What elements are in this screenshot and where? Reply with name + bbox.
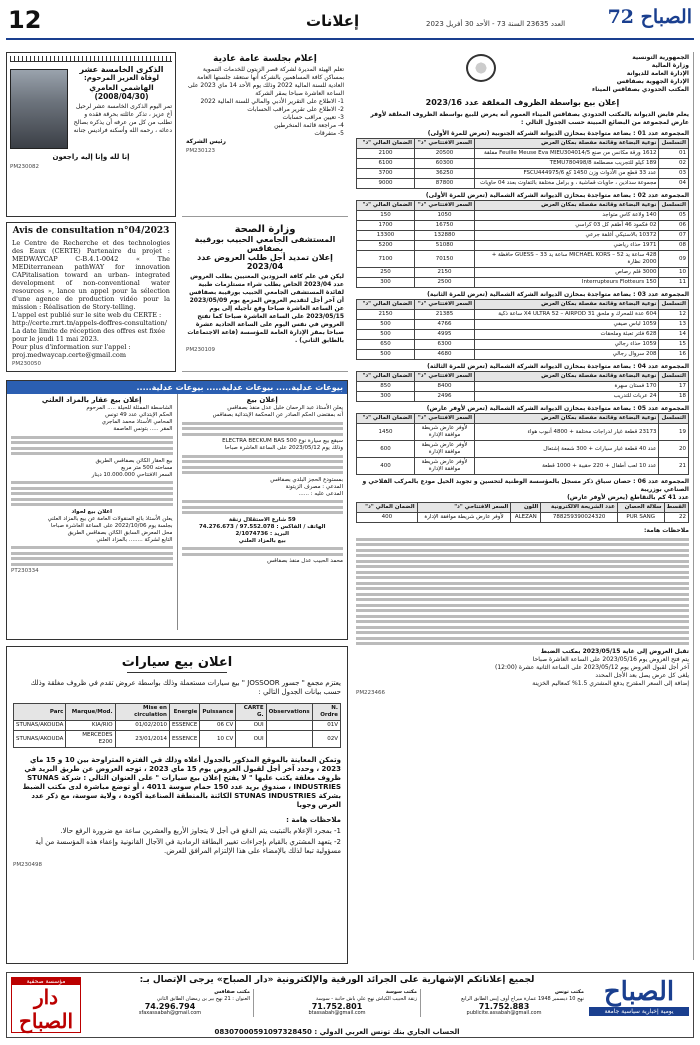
ad-code: PM230109 <box>186 347 216 353</box>
cell-guar: 500 <box>357 320 415 330</box>
cell-seq: 07 <box>659 231 689 241</box>
ad-code: PM230498 <box>13 862 43 868</box>
memorial-body: تمر اليوم الذكرى الخامسة عشر لرحيل أخ عزيز ، تذكر عائلته بحرقة فقده و تطلب من كل من عرفه أن يذكره بصالح دعائه ، رحمه الله وأسكنه فراديس جنانه <box>73 103 172 134</box>
cell-circulation: 23/01/2014 <box>115 731 169 748</box>
cell-guar: 300 <box>357 392 415 402</box>
group-label: المجموعة عدد 05 : بضاعة متواجدة بمخازن الديوانة الشركة الشمالية (تعرض لأوفر عارض) <box>426 405 689 412</box>
assembly-sign: رئيس الشركة <box>186 138 227 145</box>
hospital-name: المستشفى الجامعي الحبيب بورقيبة بصفاقس <box>194 235 336 253</box>
col-desc: نوعية البضاعة وقائمة مفصلة بمكان العرض <box>475 300 659 310</box>
notes-title: ملاحظات هامة: <box>644 527 689 534</box>
gov-line: الإدارة العامة للديوانة <box>626 70 689 77</box>
gov-line: وزارة المالية <box>651 62 689 69</box>
cell-seq: 21 <box>659 458 689 475</box>
cell-price: 2496 <box>415 392 475 402</box>
text-line: السعر الافتتاحي 10.000.000 دينار <box>91 471 173 478</box>
group-label: المجموعة عدد 04 : بضاعة متواجدة بمخازن الديوانة الشركة الشمالية (تعرض للمرة الثالثة) <box>427 363 689 370</box>
deceased-photo <box>10 69 68 149</box>
office-tunis <box>420 989 587 1017</box>
office-name: مكتب صفاقس <box>214 989 250 995</box>
text-line: بمستودع الحجز البلدي بصفاقس <box>270 476 343 483</box>
cell-desc: 150 Interrupteurs Flotteurs <box>475 278 659 288</box>
table-row <box>357 330 689 340</box>
cell-price: 4680 <box>415 350 475 360</box>
logo-mark: 72 <box>607 6 635 28</box>
table-row <box>357 251 689 268</box>
car-notes-title: ملاحظات هامة : <box>286 816 341 824</box>
cell-seq: 17 <box>659 382 689 392</box>
group2-table <box>356 200 689 288</box>
dar-logo-text: دار الصباح <box>18 985 74 1033</box>
deadline-line: يلغى كل عرض يصل بعد الأجل المحدد <box>595 671 689 679</box>
col-price: السعر الافتتاحي "د" <box>415 139 475 149</box>
col-guar: الضمان المالي "د" <box>357 503 418 513</box>
cell-seq: 13 <box>659 320 689 330</box>
office-sfax <box>87 989 253 1017</box>
col-guar: الضمان المالي "د" <box>357 201 415 211</box>
cell-price: 1050 <box>415 211 475 221</box>
cell-seq: 05 <box>659 211 689 221</box>
office-email[interactable]: sfaxassabah@gmail.com <box>138 1010 202 1016</box>
agenda-item: 5- متفرقات <box>314 130 344 137</box>
text-line: بجلسة يوم 2022/10/06 على الساعة العاشرة صباحا <box>50 522 173 529</box>
text-line: البريد : 2/1074736 <box>235 530 289 537</box>
memorial-sign: إنا لله وإنا إليه راجعون <box>52 153 130 161</box>
cell-price: لأوفر عارض شريطة موافقة الإدارة <box>415 441 475 458</box>
memorial-title: الذكرى الخامسة عشر <box>79 65 164 74</box>
hospital-tender-ad <box>182 222 348 372</box>
consultation-url: L'appel est publié sur le site web du CERTE : http://certe.rnrt.tn/appels-doffres-consultation/ <box>12 311 167 327</box>
col-guar: الضمان المالي "د" <box>357 372 415 382</box>
group-label: المجموعة عدد 01 : بضاعة متواجدة بمخازن الديوانة الشركة الجنوبية (تعرض للمرة الأولى) <box>427 130 689 137</box>
gov-line: الإدارة الجهوية بصفاقس <box>616 78 689 85</box>
col-desc: نوعية البضاعة وقائمة مفصلة بمكان العرض <box>475 201 659 211</box>
text-line: يعلن الأستاذ بائع المنقولات العامة عن بيع بالمزاد العلني <box>47 515 173 522</box>
cell-guar: 1700 <box>357 221 415 231</box>
cell-desc: 428 ساعة يد MICHAEL KORS – 52 ساعة يد GUESS – 33 حافظة + 2000 نظارة <box>475 251 659 268</box>
cell-seq: 01 <box>659 149 689 159</box>
text-line: يعلن الأستاذ عبد الرحمان خليل عدل منفذ بصفاقس <box>227 405 343 411</box>
cell-desc: مجموعة سدادين ، حاويات قماشية ، و برامل مختلفة بالتفاوت بعدد 04 حاويات <box>475 179 659 189</box>
cell-guar: 400 <box>357 513 418 523</box>
table-row <box>357 278 689 288</box>
table-row <box>357 382 689 392</box>
cell-seq: 12 <box>659 310 689 320</box>
text-line: الهاتف / الفاكس : 97.552.078 / 74.276.673 <box>198 523 326 530</box>
cell-desc: 1971 حذاء رياضي <box>475 241 659 251</box>
memorial-ad <box>6 52 176 217</box>
cell-desc: عدد 40 قطعة غيار سيارات + 300 شمعة إشتعال <box>475 441 659 458</box>
text-line: 59 شارع الاستقلال زنقة <box>228 516 296 523</box>
cell-seq: 19 <box>659 424 689 441</box>
deceased-name: الهاشمي العامري (2008/04/30) <box>89 83 154 101</box>
col-parc: Parc <box>14 704 66 721</box>
ministry-name: وزارة الصحة <box>234 224 296 235</box>
customs-emblem-icon <box>466 54 496 82</box>
table-row <box>357 241 689 251</box>
cell-price: 2500 <box>415 278 475 288</box>
col-guar: الضمان المالي "د" <box>357 414 415 424</box>
cell-price: 8400 <box>415 382 475 392</box>
ad-code: PM230050 <box>12 361 42 367</box>
office-phone[interactable]: 71.752.883 <box>478 1002 530 1011</box>
col-chip: عدد الشريحة الالكترونية <box>541 503 618 513</box>
table-row <box>357 159 689 169</box>
deadline-line: يتم فتح العروض يوم 2023/05/16 على الساعة العاشرة صباحا <box>532 655 689 663</box>
text-line: اعلان بيع لحواد <box>71 508 113 515</box>
cell-price: 51080 <box>415 241 475 251</box>
cell-price: 6300 <box>415 340 475 350</box>
assembly-title: إعلام بجلسة عامة عادية <box>213 54 317 64</box>
cell-card: OUI <box>236 731 266 748</box>
col-desc: نوعية البضاعة وقائمة مفصلة بمكان العرض <box>475 372 659 382</box>
text-line: المقر ..... بتونس العاصمة <box>113 426 173 432</box>
cell-breed: PUR SANG <box>617 513 664 523</box>
cell-desc: عدد 33 قطع من الأدوات وزن 1450 كغ FSCU444975/6 <box>475 169 659 179</box>
cell-desc: 10372 بالاستيكي أغلفة جرعي <box>475 231 659 241</box>
col-seq: التسلسل <box>659 300 689 310</box>
judicial-banner: بيوعات عدلية..... بيوعات عدلية..... بيوعات عدلية..... <box>7 381 347 394</box>
text-line: الشاسطة الممثلة للحيلة ..... المرحوم <box>86 405 173 411</box>
cell-guar: 5200 <box>357 241 415 251</box>
car-sale-body: وتمكن المعاينة بالموقع المذكور بالجدول أعلاه وذلك في الفترة المتراوحة بين 10 و 15 ماي 2023 ، وحدد آخر أجل لقبول العروض يوم 15 ماي 2023 ، توجه العروض عن طريق البريد في ظروف مغلقة يكتب عليها " لا يفتح إعلان بيع سيارات " على العنوان التالي : شركة STUNAS INDUSTRIES ، صندوق بريد عدد 150 حمام سوسة 4011 ، أو توضع مباشرة لدى مكتب الضبط بشركة STUNAS INDUSTRIES الكائنة بالمنطقة الصناعية أكودة ، ولاية سوسة، مع ذكر عدد العرض وجوبا <box>22 756 341 809</box>
bank-account <box>87 1028 587 1036</box>
table-row <box>357 179 689 189</box>
cell-price: 2150 <box>415 268 475 278</box>
issue-info: العدد 23635 السنة 73 - الأحد 30 أفريل 2023 <box>426 20 566 28</box>
cell-seq: 10 <box>659 268 689 278</box>
col-order: N. Ordre <box>312 704 340 721</box>
customs-sale-ad <box>352 52 694 960</box>
deadline-line: إضافة إلى السعر المقترح يدفع المشتري 1.5% كمعاليم الخزينة <box>532 679 689 687</box>
cell-desc: 604 عدة للمحرك و ملحق X4 ULTRA 52 – AIRPOD 31 ساعة ذكية <box>475 310 659 320</box>
table-row <box>357 211 689 221</box>
cell-obs <box>266 731 312 748</box>
footer-title: لجميع إعلاناتكم الإشهارية على الجرائد الورقية والإلكترونية «دار الصباح» يرجى الإتصال بـ: <box>139 975 535 985</box>
group-label: المجموعة عدد 03 : بضاعة متواجدة بمخازن الديوانة الشركة الشمالية (تعرض للمرة الثانية) <box>427 291 689 298</box>
table-row <box>357 392 689 402</box>
col-price: السعر الافتتاحي "د" <box>415 300 475 310</box>
cell-guar: 500 <box>357 350 415 360</box>
cell-guar: 300 <box>357 278 415 288</box>
group-sub: عدد 41 كم بالتقاطع (يعرض لأوفر عارض) <box>567 494 689 501</box>
agenda-item: 3- تعيين مراقب حسابات <box>282 114 344 121</box>
cell-seq: 02 <box>659 159 689 169</box>
cell-price: 132880 <box>415 231 475 241</box>
cell-seq: 03 <box>659 169 689 179</box>
table-row <box>357 310 689 320</box>
text-line: بيع بالمزاد العلني <box>238 537 286 544</box>
office-address: زنقة الحبيب الكباش نهج علي باش حانبة - سوسة <box>316 996 417 1002</box>
text-line: المدعي : مصرف الزيتونة <box>285 483 343 490</box>
consultation-contact: Pour plus d'information sur l'appel : proj.medwaycap.certe@gmail.com <box>12 343 131 359</box>
cell-price: 87800 <box>415 179 475 189</box>
col-seq: القسط <box>664 503 688 513</box>
office-name: مكتب سوسة <box>385 989 417 995</box>
gov-block <box>549 54 689 94</box>
footer-contacts <box>6 972 694 1038</box>
col-circulation: Mise en circulation <box>115 704 169 721</box>
cell-guar: 500 <box>357 330 415 340</box>
assembly-body: تعلم الهيئة المديرة لشركة قصر الزيتون للخدمات التنموية بمساكن كافة المساهمين بالشركة أنها ستعقد جلستها العامة العادية للسنة المالية 2022 وذلك يوم الأحد 14 ماي 2023 على الساعة العاشرة صباحا بمقر الشركة <box>187 66 344 97</box>
deadline-line: تقبل العروض إلى غاية 2023/05/15 بمكتب الضبط <box>540 647 689 655</box>
cell-desc: 1059 حذاء رجالي <box>475 340 659 350</box>
consultation-ad <box>6 222 176 372</box>
col-guar: الضمان المالي "د" <box>357 139 415 149</box>
cell-guar: 13300 <box>357 231 415 241</box>
group4-table <box>356 371 689 402</box>
office-address: نهج 10 ديسمبر 1948 عمارة ميراج أوف إيس الطابق الرابع <box>461 996 584 1002</box>
col-color: اللون <box>511 503 541 513</box>
cell-guar: 3700 <box>357 169 415 179</box>
judicial-col-right <box>177 394 348 630</box>
cell-desc: عدد 10 لعب أطفال + 220 حقيبة + 1000 قطعة <box>475 458 659 475</box>
column-title: إعلان بيع <box>246 396 278 404</box>
cell-guar: 250 <box>357 268 415 278</box>
judicial-col-left <box>7 394 177 630</box>
table-row <box>357 268 689 278</box>
cell-circulation: 01/02/2010 <box>115 721 169 731</box>
col-power: Puissance <box>200 704 236 721</box>
ornament-top <box>10 56 172 62</box>
deadline-line: آخر أجل لقبول العروض يوم 2023/05/12 على الساعة الثانية عشرة (12:00) <box>495 663 689 671</box>
col-seq: التسلسل <box>659 139 689 149</box>
dar-logo-tag: مؤسسة صحفية <box>12 978 80 985</box>
cell-desc: 02 فكمود 46 أطقم كل 03 كراسي <box>475 221 659 231</box>
dar-assabah-logo <box>11 977 81 1033</box>
tender-body: ليكن في علم كافة المزودين المعنيين بطلب العروض عدد 2023/04 الخاص بطلب شراء مستلزمات طبية لفائدة المستشفى الجامعي الحبيب بورقيبة بصفاقس أن آخر أجل لتقديم العروض المزمع يوم 2023/05/09 عن الساعة العاشرة صباحا وقع تأجيله إلى يوم 2023/05/15 على الساعة العاشرة صباحا كما تفتح العروض في نفس اليوم على الساعة الحادية عشرة صباحا بمقر الإدارة العامة للمؤسسة (قاعة الاجتماعات بالطابق الثاني) . <box>187 273 344 344</box>
cell-guar: 2100 <box>357 149 415 159</box>
table-row <box>357 513 689 523</box>
consultation-body: Le Centre de Recherche et des technologies des Eaux (CERTE) Partenaire du projet : MEDWAYCAP C-B.4.1-0042 « The MEDiterranean pathWAY for innovation CAPitalisation toward an urban- integrated development of non-conventional water resources », lance un appel pour la sélection d'une agence de production vidéo pour la mission : Réalisation de Story-telling. <box>12 239 170 311</box>
cell-guar: 850 <box>357 382 415 392</box>
car-note: 2- يتعهد المشتري بالقيام بإجراءات تغيير البطاقة الرمادية في الآجال القانونية وإعفاء هذه المؤسسة من أية مسؤولية تبعا لذلك بالإمضاء على هذا الإلتزام المرافق للعرض. <box>35 838 341 855</box>
page-number: 12 <box>8 6 42 34</box>
cell-desc: 1612 ورقة مكانس من صنع Feuille Meuse Eva MIEU304014/5 مفلقة <box>475 149 659 159</box>
cell-desc: 140 ولاعة كاس متواجد <box>475 211 659 221</box>
ad-code: PT230334 <box>11 568 39 574</box>
cell-price: 20500 <box>415 149 475 159</box>
group-label: المجموعة عدد 06 : حصان سباق ذكر مسجل بالمؤسسة الوطنية لتحسين و تجويد الخيل مودع بالمركب الفلاحي و الصناعي بوزريبة <box>362 478 689 493</box>
col-guar: الضمان المالي "د" <box>357 300 415 310</box>
cell-energy: ESSENCE <box>169 731 199 748</box>
cell-seq: 14 <box>659 330 689 340</box>
cell-seq: 22 <box>664 513 688 523</box>
cell-guar: 150 <box>357 211 415 221</box>
cell-power: 10 CV <box>200 731 236 748</box>
table-row <box>357 350 689 360</box>
table-row <box>357 458 689 475</box>
office-email[interactable]: publicite.assabah@gmail.com <box>466 1010 542 1016</box>
car-sale-ad <box>6 646 348 964</box>
cell-seq: 04 <box>659 179 689 189</box>
table-row <box>357 320 689 330</box>
text-line: وذلك يوم 2023/05/12 على الساعة العاشرة صباحا <box>224 445 343 451</box>
col-price: السعر الافتتاحي "د" <box>415 414 475 424</box>
cell-model: MERCEDES E200 <box>66 731 115 748</box>
text-line: المحامي الأستاذ محمد الماجري <box>101 419 173 425</box>
text-line: أنه بمقتضى الحكم الصادر عن المحكمة الإبتدائية بصفاقس <box>212 412 343 418</box>
assembly-ad <box>182 52 348 217</box>
cell-order: 01V <box>312 721 340 731</box>
column-title: إعلان بيع عقار بالمزاد العلني <box>41 396 142 404</box>
col-energy: Energie <box>169 704 199 721</box>
cell-price: 4766 <box>415 320 475 330</box>
col-desc: نوعية البضاعة وقائمة مفصلة بمكان العرض <box>475 414 659 424</box>
office-sousse <box>253 989 420 1017</box>
group-label: المجموعة عدد 02 : بضاعة متواجدة بمخازن الديوانة الشركة الشمالية (تعرض للمرة الأولى) <box>425 192 689 199</box>
footer-logo <box>589 977 689 1033</box>
col-price: السعر الافتتاحي "د" <box>415 372 475 382</box>
cell-seq: 16 <box>659 350 689 360</box>
table-row <box>14 721 341 731</box>
cell-desc: 208 سروال رجالي <box>475 350 659 360</box>
text-line: المدعى عليه : ...... <box>298 490 343 497</box>
cell-guar: 7100 <box>357 251 415 268</box>
sale-title: إعلان بيع بواسطة الظروف المغلقة عدد 2023/16 <box>425 98 620 107</box>
office-address: العنوان : 21 نهج بير بن رمضان الطابق الثاني <box>156 996 250 1002</box>
cell-guar: 2150 <box>357 310 415 320</box>
consultation-title: Avis de consultation n°04/2023 <box>12 226 170 236</box>
group3-table <box>356 299 689 360</box>
page-header <box>6 6 694 40</box>
gov-line: الجمهورية التونسية <box>632 54 689 61</box>
group6-table <box>356 502 689 523</box>
cell-chip: 788259390024320 <box>541 513 618 523</box>
cell-seq: 11 <box>659 278 689 288</box>
office-email[interactable]: btassabah@gmail.com <box>308 1010 366 1016</box>
table-row <box>357 424 689 441</box>
text-line: محمد الحبيب عدل منفذ بصفاقس <box>267 558 343 564</box>
cell-price: لأوفر عارض شريطة موافقة الإدارة <box>415 458 475 475</box>
gov-line: المكتب الحدودي بصفاقس الميناء <box>592 86 689 93</box>
cell-model: KIA/RIO <box>66 721 115 731</box>
ad-code: PM230082 <box>10 164 40 170</box>
cell-card: OUI <box>236 721 266 731</box>
text-line: مساحته 500 متر مربع <box>121 464 173 471</box>
tender-title: إعلان تمديد أجل طلب العروض عدد 2023/04 <box>197 253 333 271</box>
text-line: الحكم الإبتدائي عدد 49 تونس <box>105 412 173 418</box>
cell-price: 70150 <box>415 251 475 268</box>
cell-desc: 23173 قطعة غيار لدراجات مختلفة + 4800 أنبوب هواء <box>475 424 659 441</box>
section-title: إعلانات <box>306 12 360 30</box>
col-obs: Observations <box>266 704 312 721</box>
text-line: محل المعرض السابق الكائن بصفاقس الطريق <box>67 529 173 536</box>
car-sale-intro: يعتزم مجمع " جسور JOSSOOR " بيع سيارات مستعملة وذلك بواسطة عروض تقدم في ظروف مغلقة وذلك حسب بيانات الجدول التالي : <box>30 679 341 696</box>
cell-guar: 600 <box>357 441 415 458</box>
cell-price: 16750 <box>415 221 475 231</box>
cell-parc: STUNAS/AKOUDA <box>14 731 66 748</box>
car-sale-title: اعلان بيع سيارات <box>121 655 233 670</box>
cell-price: 4995 <box>415 330 475 340</box>
cell-guar: 650 <box>357 340 415 350</box>
cell-desc: 628 فلتر تعبئة وملحقات <box>475 330 659 340</box>
agenda-item: 2- الاطلاع على تقرير مراقب الحسابات <box>247 106 344 113</box>
col-price: السعر الافتتاحي "د" <box>417 503 511 513</box>
cell-desc: 1059 لباس صيفي <box>475 320 659 330</box>
col-seq: التسلسل <box>659 414 689 424</box>
cell-seq: 18 <box>659 392 689 402</box>
ad-code: PM230123 <box>186 148 216 154</box>
col-model: Marque/Mod. <box>66 704 115 721</box>
cell-seq: 06 <box>659 221 689 231</box>
table-row <box>357 340 689 350</box>
cell-seq: 09 <box>659 251 689 268</box>
cell-seq: 20 <box>659 441 689 458</box>
table-row <box>357 169 689 179</box>
table-row <box>357 441 689 458</box>
cell-guar: 9000 <box>357 179 415 189</box>
bank-account-text: الحساب الجاري بنك تونس العربي الدولي : 08307000591097328450 <box>214 1028 460 1036</box>
col-price: السعر الافتتاحي "د" <box>415 201 475 211</box>
cell-desc: 24 عربات للتدريب <box>475 392 659 402</box>
office-name: مكتب تونس <box>554 989 584 995</box>
office-phone[interactable]: 74.296.794 <box>144 1002 196 1011</box>
col-desc: نوعية البضاعة وقائمة مفصلة بمكان العرض <box>475 139 659 149</box>
cell-parc: STUNAS/AKOUDA <box>14 721 66 731</box>
cell-price: 36250 <box>415 169 475 179</box>
agenda-item: 4- مراجعة قائمة المنخرطين <box>274 122 344 129</box>
cell-price: 60300 <box>415 159 475 169</box>
ad-code: PM223466 <box>356 689 386 696</box>
cell-guar: 1450 <box>357 424 415 441</box>
judicial-sales-ad <box>6 380 348 640</box>
cell-energy: ESSENCE <box>169 721 199 731</box>
car-note: 1- بمجرد الإعلام بالتبتيت يتم الدفع في أجل لا يتجاوز الأربع والعشرين ساعة مع ضرورة الرفع حالا. <box>60 827 341 835</box>
footer-logo-text: الصباح <box>603 977 675 1007</box>
cell-desc: 189 كيلو للتجريب مصطلعة TEMU780498/8 <box>475 159 659 169</box>
cell-desc: 3000 قلم رصاص <box>475 268 659 278</box>
consultation-deadline: La date limite de réception des offres est fixée pour le jeudi 11 mai 2023. <box>12 327 166 343</box>
group5-table <box>356 413 689 475</box>
agenda-item: 1- الاطلاع على التقرير الأدبي والمالي للسنة المالية 2022 <box>200 98 344 105</box>
logo-text: الصباح <box>640 6 692 28</box>
group1-table <box>356 138 689 189</box>
sale-intro: يعلم قابض الديوانة بالمكتب الحدودي بصفاقس الميناء العموم أنه يعرض للبيع بواسطة الظروف المغلقة لأوفر عارض لمجموعة من البضائع المبينة حسب الجدول التالي : <box>370 111 689 126</box>
text-line: بيع العقار الكائن بصفاقس الطريق <box>95 457 173 464</box>
col-breed: سلالة الحصان <box>617 503 664 513</box>
office-phone[interactable]: 71.752.801 <box>311 1002 363 1011</box>
cell-color: ALEZAN <box>511 513 541 523</box>
newspaper-logo <box>608 6 692 28</box>
cell-price: لأوفر عارض شريطة موافقة الإدارة <box>415 424 475 441</box>
table-row <box>14 731 341 748</box>
memorial-subtitle: لوفاة العزيز المرحوم: <box>84 74 159 82</box>
cell-guar: 6100 <box>357 159 415 169</box>
table-row <box>357 221 689 231</box>
cell-obs <box>266 721 312 731</box>
col-card: CARTE G. <box>236 704 266 721</box>
col-seq: التسلسل <box>659 372 689 382</box>
text-line: سيقع بيع سيارة نوع ELECTRA BECKUM BAS 500 <box>222 438 343 444</box>
cars-table <box>13 703 341 748</box>
cell-seq: 08 <box>659 241 689 251</box>
cell-price: 21385 <box>415 310 475 320</box>
cell-desc: 170 فستان سهرة <box>475 382 659 392</box>
cell-order: 02V <box>312 731 340 748</box>
table-row <box>357 231 689 241</box>
cell-guar: 400 <box>357 458 415 475</box>
col-seq: التسلسل <box>659 201 689 211</box>
cell-power: 06 CV <box>200 721 236 731</box>
cell-price: لأوفر عارض شريطة موافقة الإدارة <box>417 513 511 523</box>
cell-seq: 15 <box>659 340 689 350</box>
table-row <box>357 149 689 159</box>
notes-body-filler <box>356 538 689 646</box>
footer-logo-sub: يومية إخبارية سياسية جامعة <box>589 1007 689 1016</box>
text-line: التابع لشركة ........ بالمزاد العلني <box>96 536 173 543</box>
